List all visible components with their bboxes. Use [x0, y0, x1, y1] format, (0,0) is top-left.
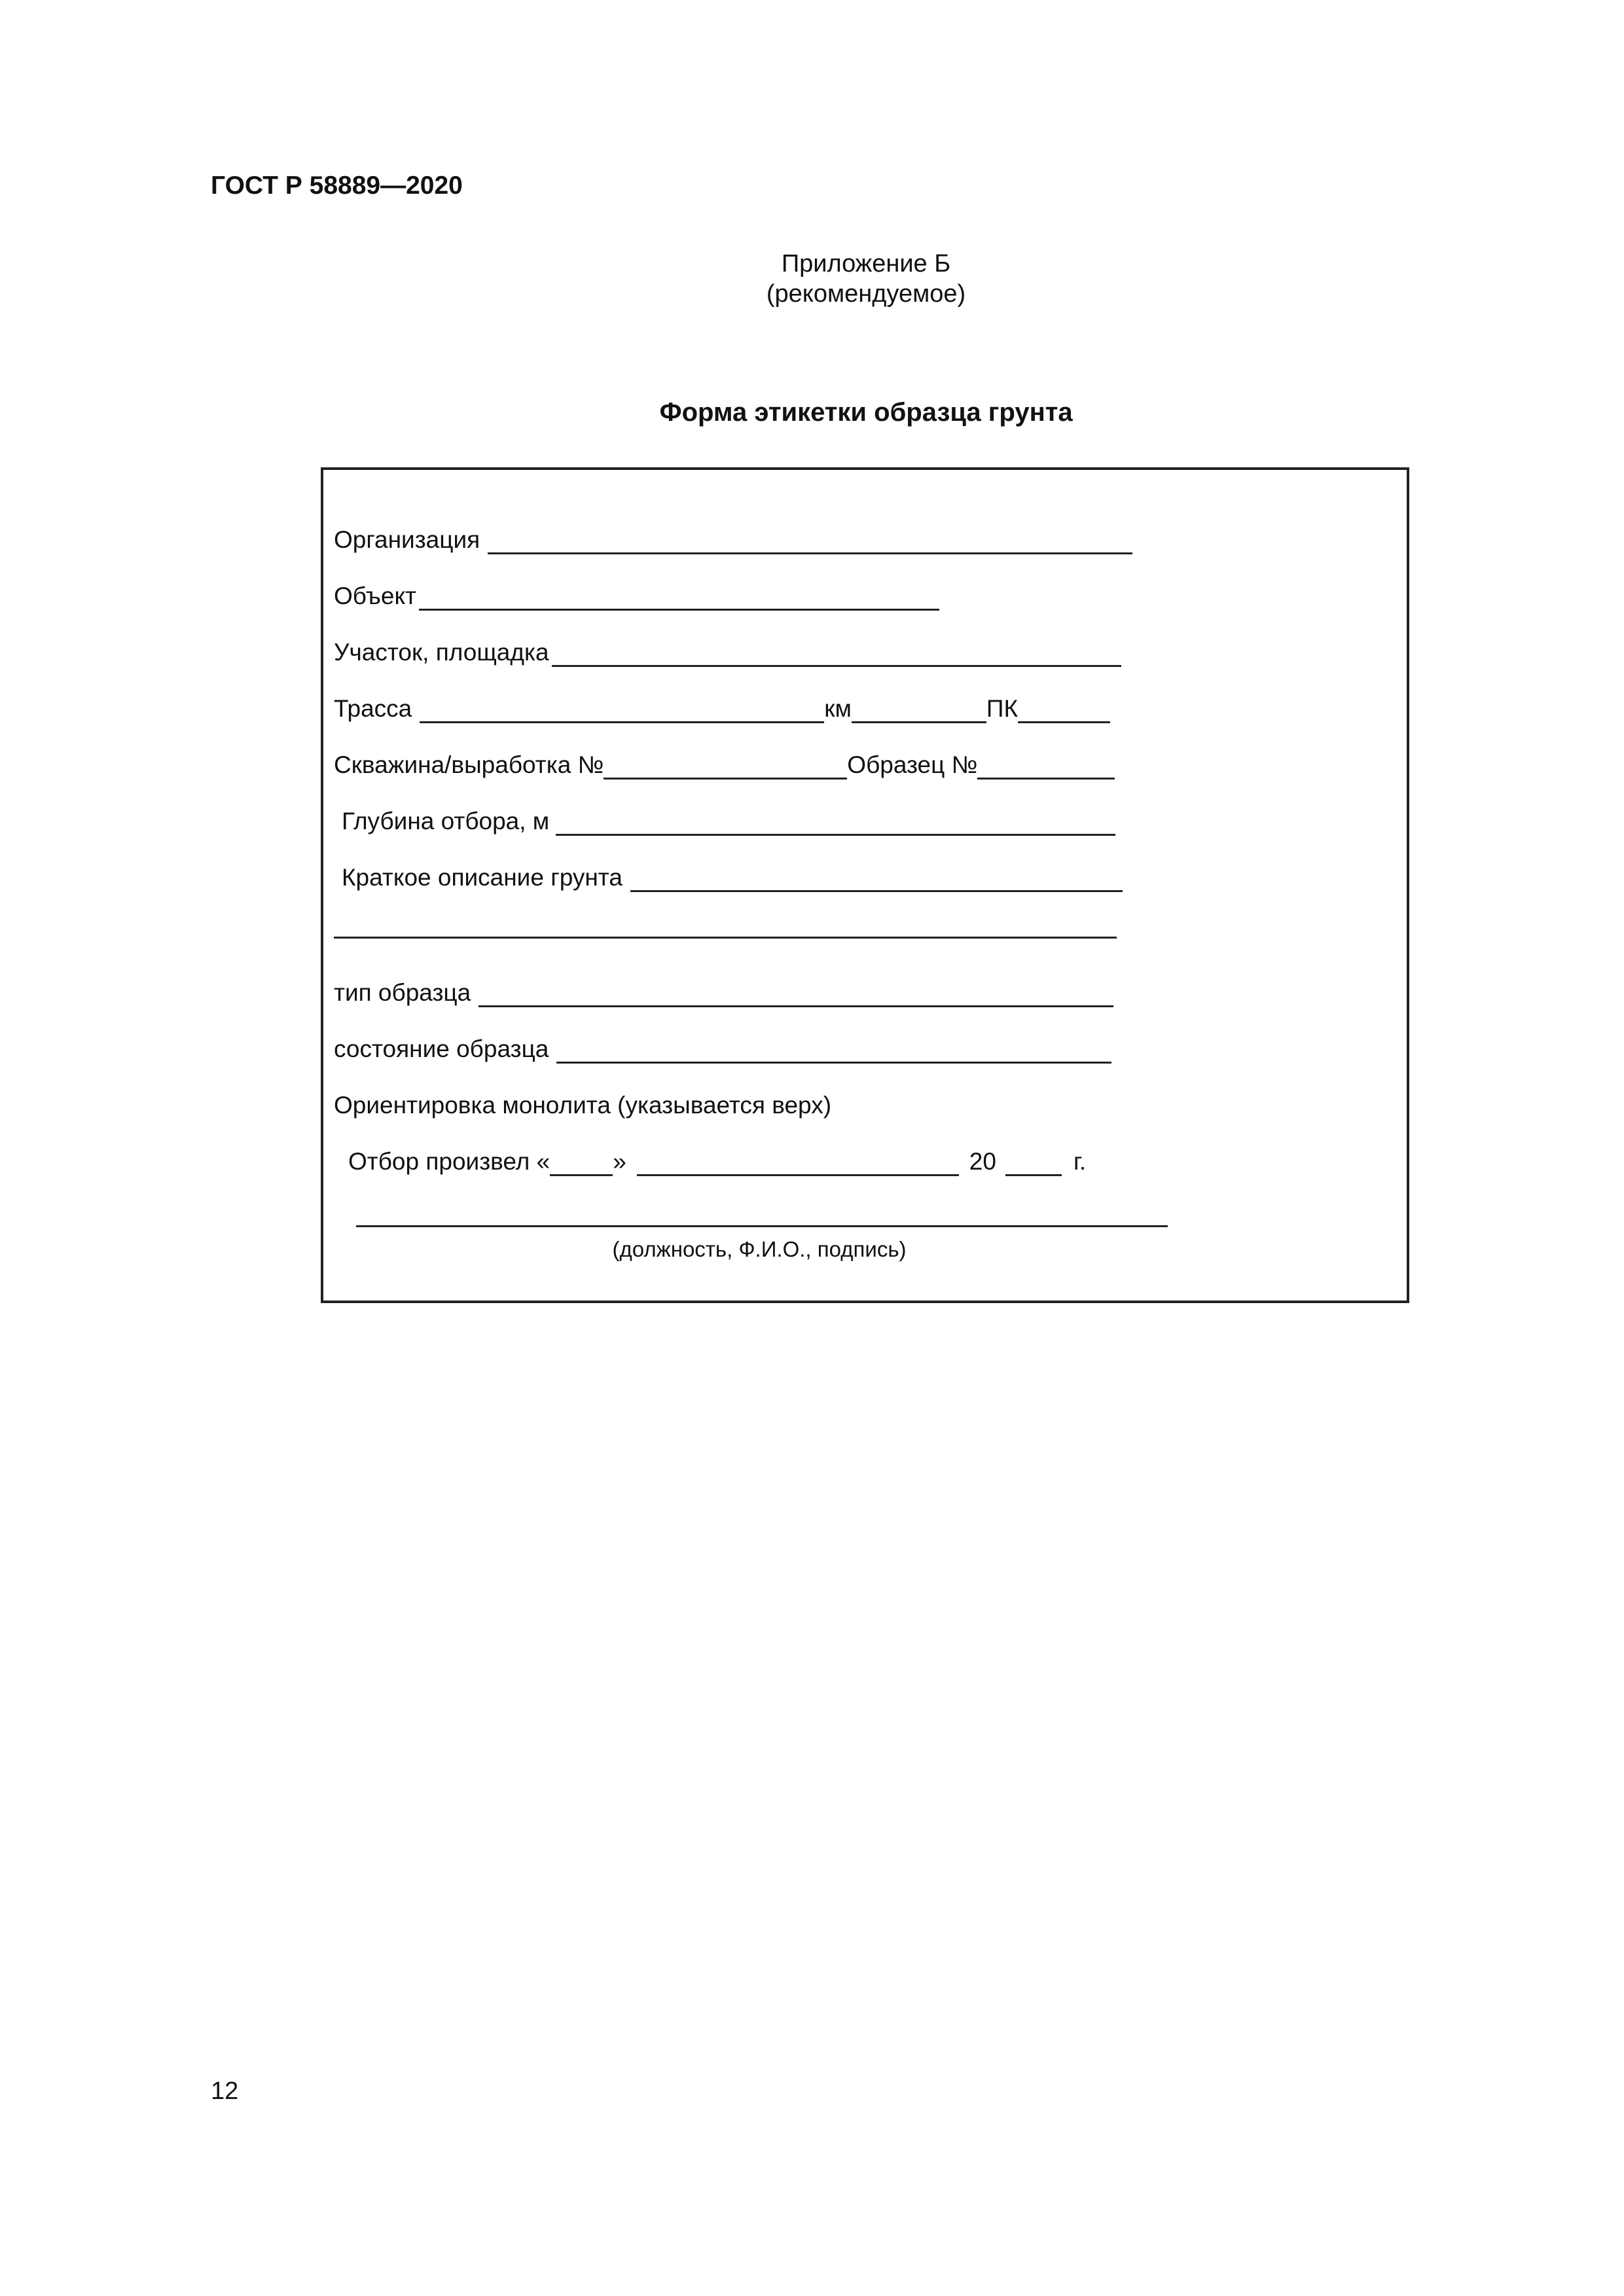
- site-row: [334, 638, 1121, 667]
- depth-label: Глубина отбора, м: [342, 808, 550, 834]
- km-field[interactable]: [852, 701, 986, 723]
- depth-row: [342, 807, 1115, 836]
- orientation-label: Ориентировка монолита (указывается верх): [334, 1092, 832, 1119]
- object-label: Объект: [334, 583, 416, 609]
- object-row: [334, 582, 939, 611]
- taken-year-field[interactable]: [1005, 1154, 1062, 1176]
- sample-state-row: [334, 1035, 1111, 1064]
- depth-field[interactable]: [556, 814, 1115, 836]
- year-suffix: г.: [1073, 1148, 1087, 1175]
- organization-field[interactable]: [488, 532, 1132, 554]
- description-row-2: [334, 910, 1117, 939]
- sample-type-label: тип образца: [334, 979, 471, 1006]
- sample-type-field[interactable]: [478, 985, 1113, 1007]
- description-row: [342, 863, 1123, 892]
- organization-row: [334, 526, 1132, 554]
- quote-close: »: [613, 1148, 626, 1175]
- orientation-row: [334, 1091, 831, 1120]
- description-field-2[interactable]: [334, 916, 1117, 939]
- sample-number-label: Образец №: [847, 751, 978, 778]
- pk-field[interactable]: [1018, 701, 1110, 723]
- taken-by-row: [348, 1147, 1086, 1176]
- well-label: Скважина/выработка №: [334, 751, 604, 778]
- route-field[interactable]: [420, 701, 824, 723]
- taken-day-field[interactable]: [550, 1154, 613, 1176]
- route-label: Трасса: [334, 695, 412, 722]
- km-label: км: [824, 695, 852, 722]
- description-field[interactable]: [630, 870, 1123, 892]
- page-number: 12: [211, 2077, 239, 2105]
- sample-type-row: [334, 978, 1113, 1007]
- year-prefix: 20: [969, 1148, 996, 1175]
- pk-label: ПК: [986, 695, 1019, 722]
- sample-state-label: состояние образца: [334, 1035, 549, 1062]
- site-label: Участок, площадка: [334, 639, 549, 666]
- taken-month-field[interactable]: [637, 1154, 959, 1176]
- sample-state-field[interactable]: [556, 1041, 1111, 1064]
- object-field[interactable]: [419, 588, 939, 611]
- well-field[interactable]: [604, 757, 847, 780]
- taken-by-label: Отбор произвел «: [348, 1148, 550, 1175]
- sample-number-field[interactable]: [977, 757, 1115, 780]
- signature-field[interactable]: [356, 1225, 1168, 1227]
- document-code: ГОСТ Р 58889—2020: [211, 171, 463, 200]
- site-field[interactable]: [552, 645, 1121, 667]
- route-row: [334, 694, 1110, 723]
- well-row: [334, 751, 1115, 780]
- organization-label: Организация: [334, 526, 480, 553]
- description-label: Краткое описание грунта: [342, 864, 623, 891]
